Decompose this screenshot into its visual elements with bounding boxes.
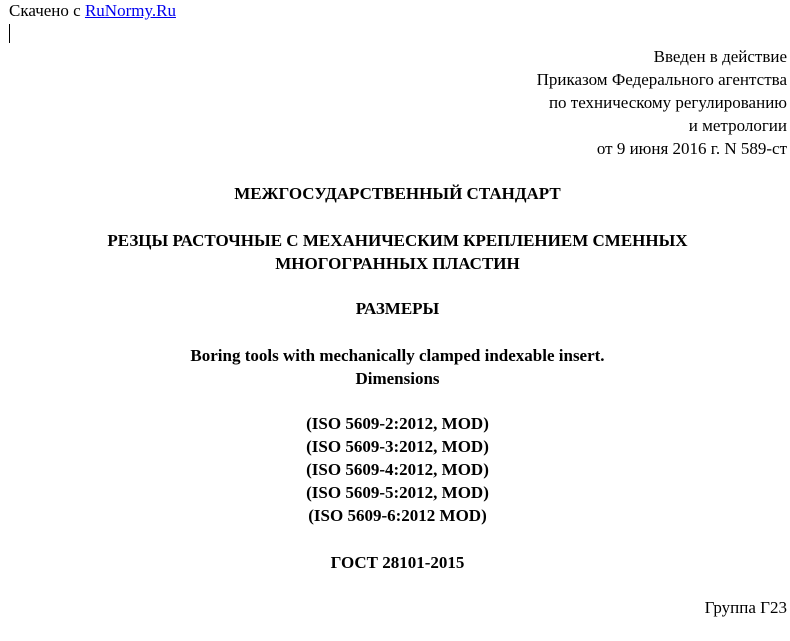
- adoption-line: Приказом Федерального агентства: [536, 70, 787, 89]
- title-en: [0, 344, 790, 390]
- subtitle-ru-text: РАЗМЕРЫ: [355, 299, 440, 318]
- adoption-note: [537, 45, 787, 160]
- source-link[interactable]: RuNormy.Ru: [84, 1, 176, 20]
- title-en-line: Dimensions: [355, 369, 440, 388]
- iso-ref: (ISO 5609-2:2012, MOD): [306, 414, 489, 433]
- subtitle-ru: [0, 297, 790, 320]
- title-ru-line: МНОГОГРАННЫХ ПЛАСТИН: [275, 254, 520, 273]
- title-ru: [0, 229, 790, 275]
- source-prefix: Скачено с: [9, 1, 81, 20]
- source-line: [9, 0, 176, 22]
- gost-number: [0, 551, 790, 574]
- text-cursor: [9, 24, 10, 43]
- classification-group: Группа Г23: [704, 598, 787, 617]
- adoption-line: и метрологии: [688, 116, 787, 135]
- iso-references: [0, 412, 790, 527]
- adoption-line: Введен в действие: [653, 47, 787, 66]
- iso-ref: (ISO 5609-6:2012 MOD): [308, 506, 487, 525]
- adoption-line: по техническому регулированию: [548, 93, 787, 112]
- adoption-line: от 9 июня 2016 г. N 589-ст: [596, 139, 787, 158]
- iso-ref: (ISO 5609-3:2012, MOD): [306, 437, 489, 456]
- standard-type: [0, 182, 790, 205]
- standard-type-text: МЕЖГОСУДАРСТВЕННЫЙ СТАНДАРТ: [234, 184, 561, 203]
- iso-ref: (ISO 5609-5:2012, MOD): [306, 483, 489, 502]
- gost-number-text: ГОСТ 28101-2015: [330, 553, 465, 572]
- title-en-line: Boring tools with mechanically clamped indexable insert.: [190, 346, 605, 365]
- title-ru-line: РЕЗЦЫ РАСТОЧНЫЕ С МЕХАНИЧЕСКИМ КРЕПЛЕНИЕМ СМЕННЫХ: [107, 231, 688, 250]
- iso-ref: (ISO 5609-4:2012, MOD): [306, 460, 489, 479]
